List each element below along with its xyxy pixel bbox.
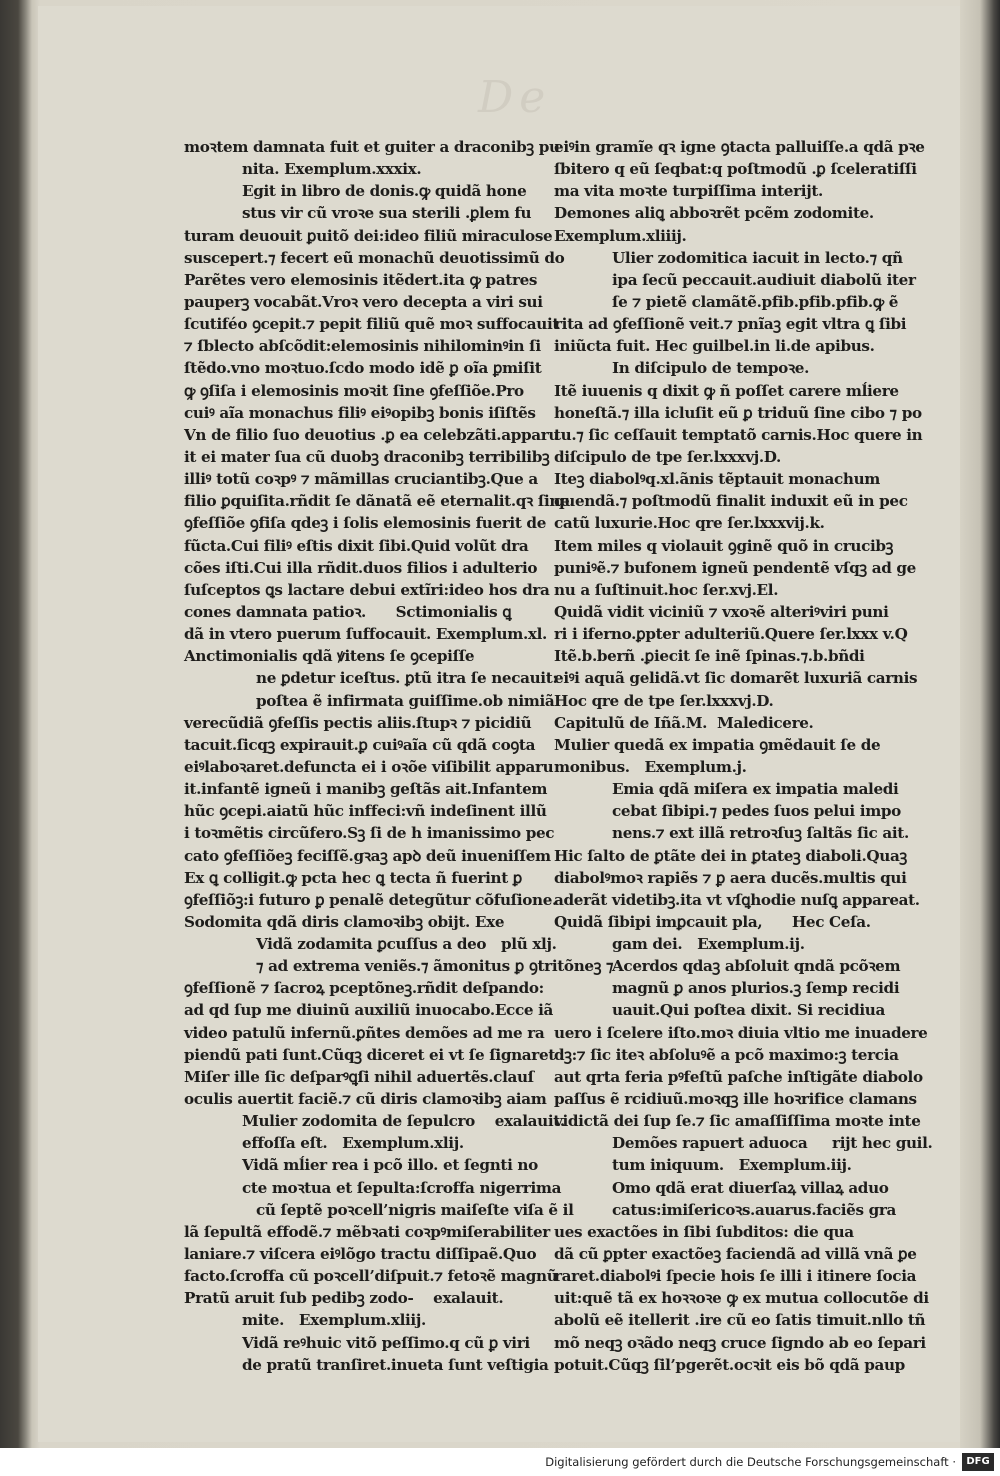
- text-line: Iteꝫ diabolꝰq.xl.ãnis tẽptauit monachum: [554, 470, 880, 489]
- text-line: Hic ſalto de ꝑtãte dei in ꝑtateꝫ diaboli.Quaꝫ: [554, 846, 907, 865]
- text-line: Vn de filio ſuo deuotius .ꝑ ea celebzãti.apparu: [184, 425, 560, 444]
- text-line: Ulier zodomitica iacuit in lecto.⁊ qñ: [612, 248, 903, 267]
- text-line: tu.⁊ ſic ceſſauit temptatõ carnis.Hoc quere in: [554, 425, 923, 444]
- text-line: turam deuouit ꝑuitõ dei:ideo filiũ miraculose: [184, 226, 553, 245]
- text-line: diabolꝰmoꝛ rapiẽs ⁊ ꝑ aera ducẽs.multis qui: [554, 868, 907, 887]
- text-line: Emia qdã miſera ex impatia maledi: [612, 780, 899, 799]
- text-line: verecũdiã ꝯfeſſis pectis aliis.ſtupꝛ ⁊ picidiũ: [184, 713, 532, 732]
- text-line: Item miles q violauit ꝯginẽ quõ in crucibꝫ: [554, 536, 894, 555]
- text-line: Quidã ſibipi imꝑcauit pla, Hec Ceſa.: [554, 912, 871, 931]
- text-line: de pratũ tranſiret.inueta ſunt veſtigia: [242, 1355, 549, 1374]
- text-line: tacuit.ſicqꝫ expirauit.ꝑ cuiꝰaĩa cũ qdã coꝯta: [184, 735, 536, 754]
- text-line: ſtẽdo.vno moꝛtuo.ſcdo modo idẽ ꝑ oĩa ꝑmiſit: [184, 359, 542, 378]
- text-line: Vidã zodamita ꝑcuſſus a deo plũ xlj.: [256, 935, 557, 954]
- text-line: Parẽtes vero elemosinis itẽdert.ita ꝙ patres: [184, 270, 538, 289]
- text-line: lã ſepultã effodẽ.⁊ mẽbꝛati coꝛpꝰmiſerabiliter: [184, 1222, 550, 1241]
- text-line: cuiꝰ aĩa monachus filiꝰ eiꝰopibꝫ bonis iſiſtẽs: [184, 403, 536, 422]
- text-line: illiꝰ totũ coꝛpꝰ ⁊ mãmillas cruciantibꝫ.Que a: [184, 470, 538, 489]
- text-line: ꝯfeſſionẽ ⁊ ſacroꝝ pceptõneꝫ.rñdit deſpando:: [184, 979, 544, 998]
- text-line: raret.diabolꝰi ſpecie hois ſe illi i itinere ſocia: [554, 1267, 917, 1286]
- text-line: potuit.Cũqꝫ ſil’pgerẽt.ocꝛit eis bõ qdã paup: [554, 1355, 905, 1374]
- text-line: Omo qdã erat diuerſaꝝ villaꝝ aduo: [612, 1178, 889, 1197]
- text-line: Sodomita qdã diris clamoꝛibꝫ obijt. Exe: [184, 912, 505, 931]
- text-line: ri i iferno.ꝑpter adulteriũ.Quere ſer.lxxx v.Q: [554, 625, 908, 644]
- text-line: fũcta.Cui filiꝰ eſtis dixit ſibi.Quid volũt dra: [184, 536, 529, 555]
- text-line: eiꝰin gramĩe qꝛ igne ꝯtacta palluiſſe.a qdã pꝛe: [554, 138, 925, 156]
- text-line: dꝫ:⁊ ſic iteꝛ abſoluꝰẽ a pcõ maximo:ꝫ tercia: [554, 1045, 899, 1064]
- text-line: rita ad ꝯfeſſionẽ veit.⁊ pnĩaꝫ egit vltra ꝗ ſibi: [554, 315, 907, 334]
- text-line: honeſtã.⁊ illa icluſit eũ ꝑ triduũ ſine cibo ⁊ po: [554, 403, 922, 422]
- left-text-column: [184, 136, 614, 1376]
- text-line: ues exactões in ſibi ſubditos: die qua: [554, 1222, 854, 1241]
- text-line: ipa ſecũ peccauit.audiuit diabolũ iter: [612, 270, 916, 289]
- text-line: ma vita moꝛte turpiſſima interijt.: [554, 182, 823, 201]
- text-line: mõ neqꝫ oꝛãdo neqꝫ cruce ſigndo ab eo ſepari: [554, 1333, 926, 1352]
- text-line: Mulier zodomita de ſepulcro exalauit.: [242, 1112, 565, 1131]
- text-line: Demones aliꝗ abboꝛrẽt pcẽm zodomite.: [554, 204, 874, 223]
- text-line: cões iſti.Cui illa rñdit.duos filios i adulterio: [184, 558, 538, 577]
- running-head: De: [478, 72, 552, 123]
- funding-notice: Digitalisierung gefördert durch die Deutsche Forschungsgemeinschaft ·: [545, 1455, 956, 1469]
- text-line: hũc ꝯcepi.aiatũ hũc inffeci:vñ indeſinent illũ: [184, 802, 547, 821]
- text-line: Demões rapuert aduoca rijt hec guil.: [612, 1134, 933, 1153]
- text-line: catus:imiſericoꝛs.auarus.faciẽs gra: [612, 1200, 897, 1219]
- text-line: cones damnata patioꝛ. Sctimonialis ꝗ: [184, 602, 512, 621]
- text-line: stus vir cũ vroꝛe sua sterili .ꝑlem fu: [242, 204, 532, 223]
- dfg-logo: DFG: [962, 1453, 994, 1471]
- text-line: nita. Exemplum.xxxix.: [242, 160, 422, 179]
- text-line: effoſſa eſt. Exemplum.xlij.: [242, 1134, 464, 1153]
- text-line: moꝛtem damnata fuit et guiter a draconibꝫ pu: [184, 138, 560, 156]
- text-line: quendã.⁊ poſtmodũ finalit induxit eũ in pec: [554, 492, 908, 511]
- text-line: cebat ſibipi.⁊ pedes ſuos pelui impo: [612, 802, 901, 821]
- text-line: Mulier quedã ex impatia ꝯmẽdauit ſe de: [554, 735, 881, 754]
- text-line: ſcutiféo ꝯcepit.⁊ pepit filiũ quẽ moꝛ suffocauit: [184, 315, 560, 334]
- text-line: Quidã vidit viciniũ ⁊ vxoꝛẽ alteriꝰviri puni: [554, 602, 889, 621]
- text-line: cato ꝯfeſſiõeꝫ feciſſẽ.gꝛaꝫ apꝺ deũ inueniſſem: [184, 846, 551, 865]
- page-edge: [960, 0, 1000, 1448]
- text-line: mite. Exemplum.xliij.: [242, 1311, 426, 1330]
- text-line: laniare.⁊ viſcera eiꝰlõgo tractu diſſipaẽ.Quo: [184, 1245, 537, 1264]
- text-line: vidictã dei ſup ſe.⁊ ſic amaſſiſſima moꝛte inte: [554, 1112, 921, 1131]
- text-line: ꝯfeſſiõe ꝯfiſa qdeꝫ i ſolis elemosinis fuerit de: [184, 514, 547, 533]
- text-line: ne ꝑdetur iceſtus. ꝑtũ itra ſe necauit:: [256, 669, 558, 688]
- text-line: Itẽ.b.berñ .ꝑiecit ſe inẽ ſpinas.⁊.b.bñdi: [554, 647, 865, 666]
- text-line: In diſcipulo de tempoꝛe.: [612, 359, 810, 378]
- book-page: [38, 6, 962, 1442]
- text-line: Acerdos qdaꝫ abſoluit qndã pcõꝛem: [612, 957, 901, 976]
- text-line: dã cũ ꝑpter exactõeꝫ faciendã ad villã vnã ꝑe: [554, 1245, 917, 1264]
- text-line: ſbitero q eũ ſeqbat:q poſtmodũ .ꝑ ſceleratiſſi: [554, 160, 917, 179]
- text-line: eiꝰi aquã gelidã.vt ſic domarẽt luxuriã carnis: [554, 669, 918, 688]
- footer-bar: [0, 1448, 1000, 1476]
- text-line: pauperꝫ vocabãt.Vroꝛ vero decepta a viri sui: [184, 292, 543, 311]
- text-line: tum iniquum. Exemplum.iij.: [612, 1156, 852, 1175]
- text-line: Egit in libro de donis.ꝙ quidã hone: [242, 182, 527, 201]
- text-line: abolũ eẽ itellerit .ire cũ eo ſatis timuit.nllo tñ: [554, 1311, 926, 1330]
- text-line: piendũ pati ſunt.Cũqꝫ diceret ei vt ſe ſignaret: [184, 1045, 555, 1064]
- text-line: cũ ſeptẽ poꝛcell’nigris maiſeſte viſa ẽ il: [256, 1200, 574, 1219]
- text-line: aderãt videtibꝫ.ita vt vſꝗhodie nuſꝗ appareat.: [554, 890, 920, 909]
- text-line: i toꝛmẽtis circũfero.Sꝫ ſi de h imanissimo pec: [184, 824, 555, 843]
- text-line: nu a ſuſtinuit.hoc ſer.xvj.El.: [554, 580, 779, 599]
- text-line: Hoc qre de tpe ſer.lxxxvj.D.: [554, 691, 774, 710]
- text-line: it.infantẽ igneũ i manibꝫ geſtãs ait.Infantem: [184, 780, 548, 799]
- text-line: aut qrta feria pꝰfeſtũ paſche inſtigãte diabolo: [554, 1067, 923, 1086]
- text-line: nens.⁊ ext illã retroꝛſuꝫ ſaltãs ſic ait.: [612, 824, 909, 843]
- text-line: catũ luxurie.Hoc qre ſer.lxxxvij.k.: [554, 514, 825, 533]
- text-line: ꝙ ꝯſiſa i elemosinis moꝛit ſine ꝯfeſſiõe.Pro: [184, 381, 524, 400]
- text-line: ſuſceptos ꝗs lactare debui extĩri:ideo hos dra: [184, 580, 550, 599]
- text-line: Anctimonialis qdã ꝟitens ſe ꝯcepiſſe: [184, 647, 475, 666]
- text-line: iniũcta fuit. Hec guilbel.in li.de apibus.: [554, 337, 875, 356]
- text-line: uit:quẽ tã ex hoꝛꝛoꝛe ꝙ ex mutua collocutõe di: [554, 1289, 929, 1308]
- text-line: cte moꝛtua et ſepulta:ſcroffa nigerrima: [242, 1178, 562, 1197]
- text-line: suscepert.⁊ fecert eũ monachũ deuotissimũ do: [184, 248, 565, 267]
- text-line: Vidã reꝰhuic vitõ peſſimo.q cũ ꝑ viri: [242, 1333, 530, 1352]
- text-line: uero i ſcelere iſto.moꝛ diuia vltio me inuadere: [554, 1023, 928, 1042]
- text-line: Pratũ aruit ſub pedibꝫ zodo- exalauit.: [184, 1289, 504, 1308]
- text-line: ſe ⁊ pietẽ clamãtẽ.pfib.pfib.pfib.ꝙ ẽ: [612, 292, 899, 311]
- text-line: ꝯfeſſiõꝫ:i futuro ꝑ penalẽ detegũtur cõfuſione.: [184, 890, 557, 909]
- text-line: dã in vtero puerum ſuffocauit. Exemplum.xl.: [184, 625, 547, 644]
- text-line: filio ꝑquiſita.rñdit ſe dãnatã eẽ eternalit.qꝛ ſine: [184, 492, 570, 511]
- text-line: Capitulũ de Iñã.M. Maledicere.: [554, 713, 814, 732]
- text-line: Vidã mĺier rea i pcõ illo. et ſegnti no: [242, 1156, 538, 1175]
- text-line: video patulũ infernũ.ꝑñtes demões ad me ra: [184, 1023, 545, 1042]
- text-line: Miſer ille ſic deſparꝰꝗſi nihil aduertẽs.clauſ: [184, 1067, 534, 1086]
- text-line: poſtea ẽ infirmata guiſſime.ob nimiã: [256, 691, 555, 710]
- text-line: Ex ꝗ colligit.ꝙ pcta hec ꝗ tecta ñ fuerint ꝑ: [184, 868, 523, 887]
- text-line: diſcipulo de tpe ſer.lxxxvj.D.: [554, 447, 781, 466]
- text-line: oculis auertit faciẽ.⁊ cũ diris clamoꝛibꝫ aiam: [184, 1090, 547, 1109]
- text-line: magnũ ꝑ anos plurios.ꝫ ſemp recidi: [612, 979, 900, 998]
- right-text-column: [554, 136, 954, 1376]
- text-line: ad qd ſup me diuinũ auxiliũ inuocabo.Ecce iã: [184, 1001, 553, 1020]
- text-line: Itẽ iuuenis q dixit ꝙ ñ poſſet carere mĺiere: [554, 381, 899, 400]
- text-line: it ei mater ſua cũ duobꝫ draconibꝫ terribilibꝫ: [184, 447, 550, 466]
- text-line: uauit.Qui poſtea dixit. Si recidiua: [612, 1001, 885, 1020]
- text-line: ⁊ ad extrema veniẽs.⁊ ãmonitus ꝑ ꝯtritõneꝫ ⁊: [256, 957, 614, 976]
- text-line: paſſus ẽ rcidiuũ.moꝛqꝫ ille hoꝛrifice clamans: [554, 1090, 917, 1109]
- text-line: facto.ſcroffa cũ poꝛcell’diſpuit.⁊ fetoꝛẽ magnũ: [184, 1267, 558, 1286]
- text-line: puniꝰẽ.⁊ bufonem igneũ pendentẽ vſqꝫ ad ge: [554, 558, 916, 577]
- text-line: ⁊ ſblecto abſcõdit:elemosinis nihilominꝰin ſi: [184, 337, 541, 356]
- text-line: Exemplum.xliiij.: [554, 226, 687, 245]
- text-line: monibus. Exemplum.j.: [554, 757, 747, 776]
- text-line: eiꝰlaboꝛaret.defuncta ei i oꝛõe viſibilit apparu: [184, 757, 554, 776]
- text-line: gam dei. Exemplum.ij.: [612, 935, 805, 954]
